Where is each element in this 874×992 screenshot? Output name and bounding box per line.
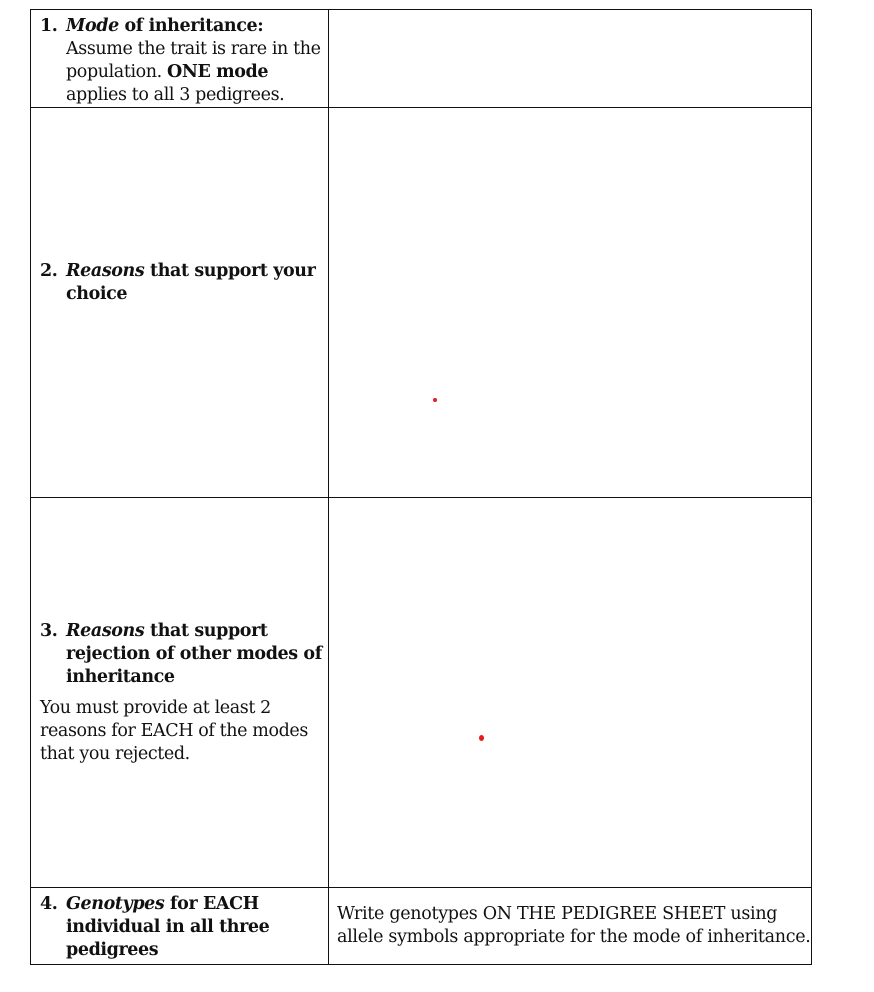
emphasis-one-mode: ONE mode xyxy=(167,62,269,82)
label-cell-rejection xyxy=(31,498,329,888)
question-title-emphasis: Reasons xyxy=(66,620,145,641)
question-number: 1. xyxy=(40,16,58,36)
row-supporting-reasons xyxy=(31,108,812,498)
question-title-emphasis: Mode xyxy=(66,16,119,36)
question-title: for EACH individual in all three pedigrees xyxy=(66,894,270,960)
label-cell-genotypes xyxy=(31,888,329,965)
question-note: You must provide at least 2 reasons for EACH of the modes that you rejected. xyxy=(40,697,308,764)
question-number: 4. xyxy=(40,894,58,914)
question-title-emphasis: Genotypes xyxy=(66,894,165,914)
label-cell-mode xyxy=(31,10,329,108)
label-cell-reasons xyxy=(31,108,329,498)
question-title: that support rejection of other modes of inheritance xyxy=(66,620,322,687)
question-title-emphasis: Reasons xyxy=(66,260,145,281)
question-number: 2. xyxy=(40,260,58,281)
answer-field-genotypes xyxy=(329,888,812,965)
row-mode-of-inheritance xyxy=(31,10,812,108)
worksheet-table xyxy=(30,9,812,965)
question-title: of inheritance: xyxy=(118,16,264,36)
question-instructions: Assume the trait is rare in the population. ONE mode applies to all 3 pedigrees. xyxy=(66,39,321,105)
row-rejection-reasons xyxy=(31,498,812,888)
answer-field-mode[interactable] xyxy=(329,10,812,108)
red-dot-mark xyxy=(433,398,437,402)
answer-field-reasons[interactable] xyxy=(329,108,812,498)
genotype-instructions: Write genotypes ON THE PEDIGREE SHEET using allele symbols appropriate for the mode of inheritance. xyxy=(337,904,811,947)
row-genotypes xyxy=(31,888,812,965)
question-number: 3. xyxy=(40,620,58,641)
answer-field-rejection[interactable] xyxy=(329,498,812,888)
red-dot-mark xyxy=(479,735,484,741)
question-title: that support your choice xyxy=(66,260,316,304)
